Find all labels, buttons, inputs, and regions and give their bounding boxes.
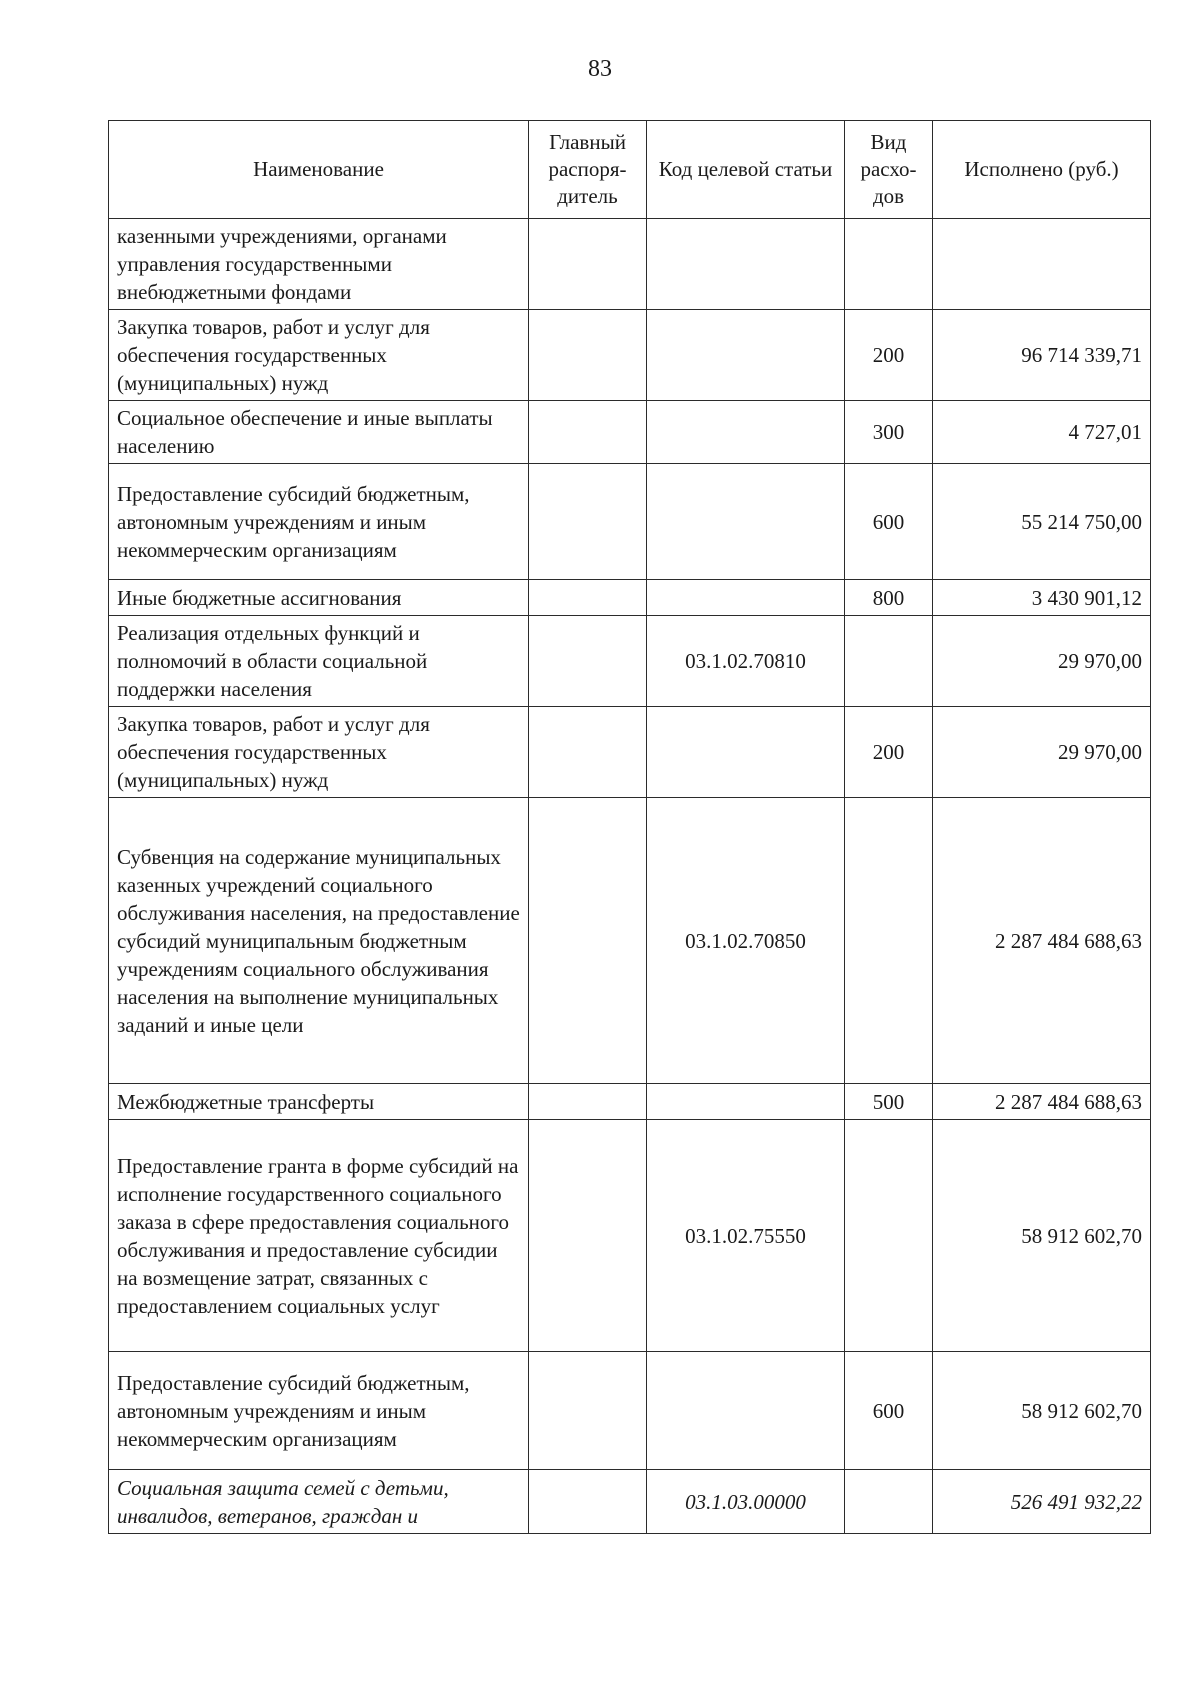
row-expense-type: 200 <box>845 310 933 401</box>
row-code <box>647 580 845 616</box>
row-amount: 2 287 484 688,63 <box>933 1084 1151 1120</box>
row-amount: 2 287 484 688,63 <box>933 798 1151 1084</box>
row-name: Субвенция на содержание муниципальных казенных учреждений социального обслуживания населения, на предоставление субсидий муниципальным бюджетным учреждениям социального обслуживания населения на выполнение муниципальных заданий и иные цели <box>109 798 529 1084</box>
page-number: 83 <box>588 56 612 82</box>
row-admin <box>529 616 647 707</box>
row-name: Предоставление субсидий бюджетным, автономным учреждениям и иным некоммерческим организациям <box>109 464 529 580</box>
table-row <box>109 401 1151 464</box>
row-amount: 55 214 750,00 <box>933 464 1151 580</box>
table-row <box>109 464 1151 580</box>
row-name: казенными учреждениями, органами управления государственными внебюджетными фондами <box>109 219 529 310</box>
row-amount: 4 727,01 <box>933 401 1151 464</box>
column-header-name: Наименование <box>109 121 529 219</box>
column-header-expense-type: Вид расхо-дов <box>845 121 933 219</box>
row-amount: 526 491 932,22 <box>933 1470 1151 1534</box>
table-row <box>109 798 1151 1084</box>
row-admin <box>529 1084 647 1120</box>
row-amount <box>933 219 1151 310</box>
row-code: 03.1.02.70850 <box>647 798 845 1084</box>
table-row <box>109 1120 1151 1352</box>
row-admin <box>529 310 647 401</box>
column-header-amount: Исполнено (руб.) <box>933 121 1151 219</box>
row-code <box>647 464 845 580</box>
row-expense-type <box>845 1120 933 1352</box>
row-admin <box>529 219 647 310</box>
row-amount: 58 912 602,70 <box>933 1120 1151 1352</box>
row-code <box>647 310 845 401</box>
row-expense-type: 300 <box>845 401 933 464</box>
row-admin <box>529 401 647 464</box>
row-admin <box>529 1120 647 1352</box>
row-expense-type: 200 <box>845 707 933 798</box>
row-expense-type: 800 <box>845 580 933 616</box>
row-name: Социальное обеспечение и иные выплаты населению <box>109 401 529 464</box>
row-admin <box>529 1470 647 1534</box>
row-expense-type <box>845 1470 933 1534</box>
row-expense-type: 600 <box>845 464 933 580</box>
table-row <box>109 1084 1151 1120</box>
table-row <box>109 1352 1151 1470</box>
row-name: Предоставление субсидий бюджетным, автономным учреждениям и иным некоммерческим организациям <box>109 1352 529 1470</box>
row-code <box>647 707 845 798</box>
row-name: Предоставление гранта в форме субсидий на исполнение государственного социального заказа в сфере предоставления социального обслуживания и предоставление субсидии на возмещение затрат, связанных с предоставлением социальных услуг <box>109 1120 529 1352</box>
column-header-code: Код целевой статьи <box>647 121 845 219</box>
row-amount: 3 430 901,12 <box>933 580 1151 616</box>
row-name: Закупка товаров, работ и услуг для обеспечения государственных (муниципальных) нужд <box>109 707 529 798</box>
row-amount: 58 912 602,70 <box>933 1352 1151 1470</box>
row-code <box>647 219 845 310</box>
row-name: Иные бюджетные ассигнования <box>109 580 529 616</box>
row-admin <box>529 580 647 616</box>
row-admin <box>529 707 647 798</box>
table-row <box>109 707 1151 798</box>
table-header-row <box>109 121 1151 219</box>
row-expense-type: 500 <box>845 1084 933 1120</box>
row-name: Межбюджетные трансферты <box>109 1084 529 1120</box>
row-code <box>647 1084 845 1120</box>
table-row <box>109 310 1151 401</box>
row-code: 03.1.02.75550 <box>647 1120 845 1352</box>
row-expense-type <box>845 219 933 310</box>
row-code: 03.1.03.00000 <box>647 1470 845 1534</box>
table-row <box>109 580 1151 616</box>
row-expense-type <box>845 616 933 707</box>
row-name: Реализация отдельных функций и полномочий в области социальной поддержки населения <box>109 616 529 707</box>
budget-execution-table <box>108 120 1151 1534</box>
row-amount: 29 970,00 <box>933 616 1151 707</box>
row-code <box>647 1352 845 1470</box>
row-admin <box>529 798 647 1084</box>
row-name: Закупка товаров, работ и услуг для обеспечения государственных (муниципальных) нужд <box>109 310 529 401</box>
row-code: 03.1.02.70810 <box>647 616 845 707</box>
row-amount: 29 970,00 <box>933 707 1151 798</box>
table-row <box>109 616 1151 707</box>
row-admin <box>529 1352 647 1470</box>
row-name: Социальная защита семей с детьми, инвалидов, ветеранов, граждан и <box>109 1470 529 1534</box>
row-admin <box>529 464 647 580</box>
table-row <box>109 219 1151 310</box>
row-amount: 96 714 339,71 <box>933 310 1151 401</box>
row-expense-type: 600 <box>845 1352 933 1470</box>
column-header-admin: Главный распоря-дитель <box>529 121 647 219</box>
row-code <box>647 401 845 464</box>
row-expense-type <box>845 798 933 1084</box>
table-row <box>109 1470 1151 1534</box>
